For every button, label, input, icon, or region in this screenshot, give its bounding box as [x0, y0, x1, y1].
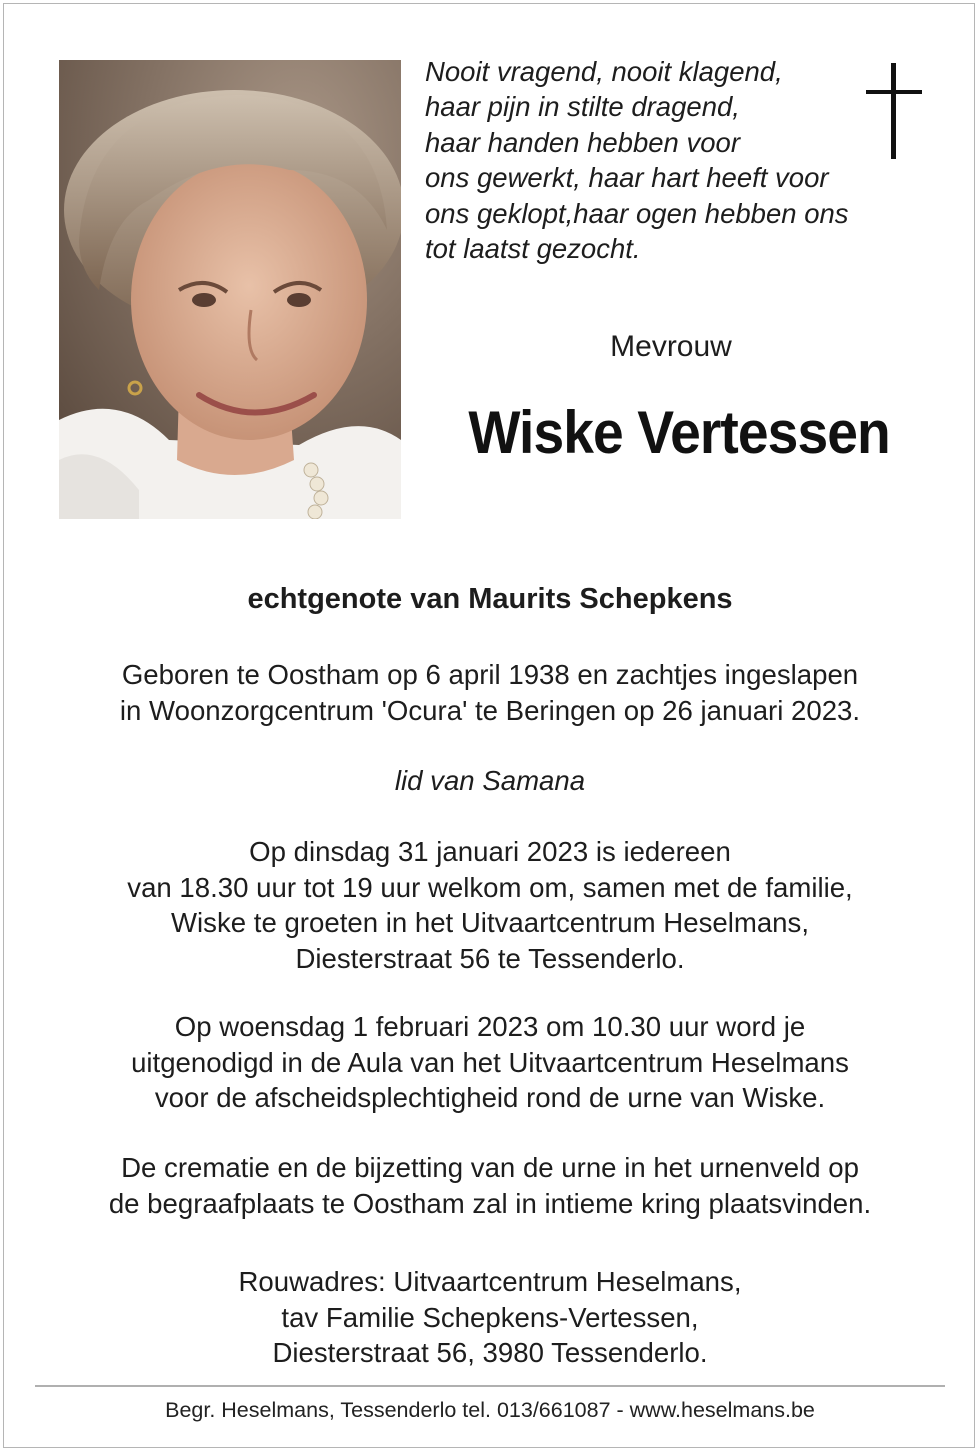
- poem-line: haar handen hebben voor: [425, 126, 740, 158]
- address-line: tav Familie Schepkens-Vertessen,: [281, 1301, 699, 1333]
- portrait-photo: [59, 60, 401, 519]
- birth-line: Geboren te Oostham op 6 april 1938 en zachtjes ingeslapen: [121, 659, 859, 690]
- ceremony-paragraph: [0, 1009, 980, 1116]
- visitation-paragraph: [0, 834, 980, 976]
- footer-text: Begr. Heselmans, Tessenderlo tel. 013/661087 - www.heselmans.be: [165, 1398, 815, 1422]
- membership: lid van Samana: [394, 765, 586, 796]
- visitation-line: van 18.30 uur tot 19 uur welkom om, samen met de familie,: [127, 871, 853, 903]
- deceased-name: Wiske Vertessen: [468, 399, 890, 466]
- cremation-paragraph: [0, 1150, 980, 1221]
- address-line: Rouwadres: Uitvaartcentrum Heselmans,: [238, 1266, 742, 1297]
- poem: [425, 54, 925, 266]
- honorific: Mevrouw: [610, 330, 732, 363]
- visitation-line: Wiske te groeten in het Uitvaartcentrum Heselmans,: [171, 907, 809, 939]
- address-line: Diesterstraat 56, 3980 Tessenderlo.: [272, 1337, 708, 1369]
- poem-line: haar pijn in stilte dragend,: [425, 91, 740, 123]
- birth-line: in Woonzorgcentrum 'Ocura' te Beringen op 26 januari 2023.: [119, 694, 861, 726]
- cross-icon: [866, 63, 922, 159]
- poem-line: Nooit vragend, nooit klagend,: [425, 56, 783, 87]
- visitation-line: Diesterstraat 56 te Tessenderlo.: [295, 942, 685, 974]
- footer-divider: [35, 1385, 945, 1387]
- poem-line: ons gewerkt, haar hart heeft voor: [425, 162, 829, 194]
- address-paragraph: [0, 1264, 980, 1371]
- poem-line: ons geklopt,haar ogen hebben ons: [425, 197, 849, 229]
- ceremony-line: voor de afscheidsplechtigheid rond de urne van Wiske.: [154, 1082, 826, 1114]
- birth-paragraph: [0, 657, 980, 728]
- ceremony-line: uitgenodigd in de Aula van het Uitvaartcentrum Heselmans: [131, 1046, 849, 1078]
- poem-line: tot laatst gezocht.: [425, 233, 641, 265]
- spouse-line: echtgenote van Maurits Schepkens: [247, 583, 733, 615]
- visitation-line: Op dinsdag 31 januari 2023 is iedereen: [249, 836, 731, 867]
- ceremony-line: Op woensdag 1 februari 2023 om 10.30 uur word je: [174, 1011, 806, 1042]
- cremation-line: De crematie en de bijzetting van de urne in het urnenveld op: [121, 1152, 859, 1183]
- cremation-line: de begraafplaats te Oostham zal in intieme kring plaatsvinden.: [108, 1187, 872, 1219]
